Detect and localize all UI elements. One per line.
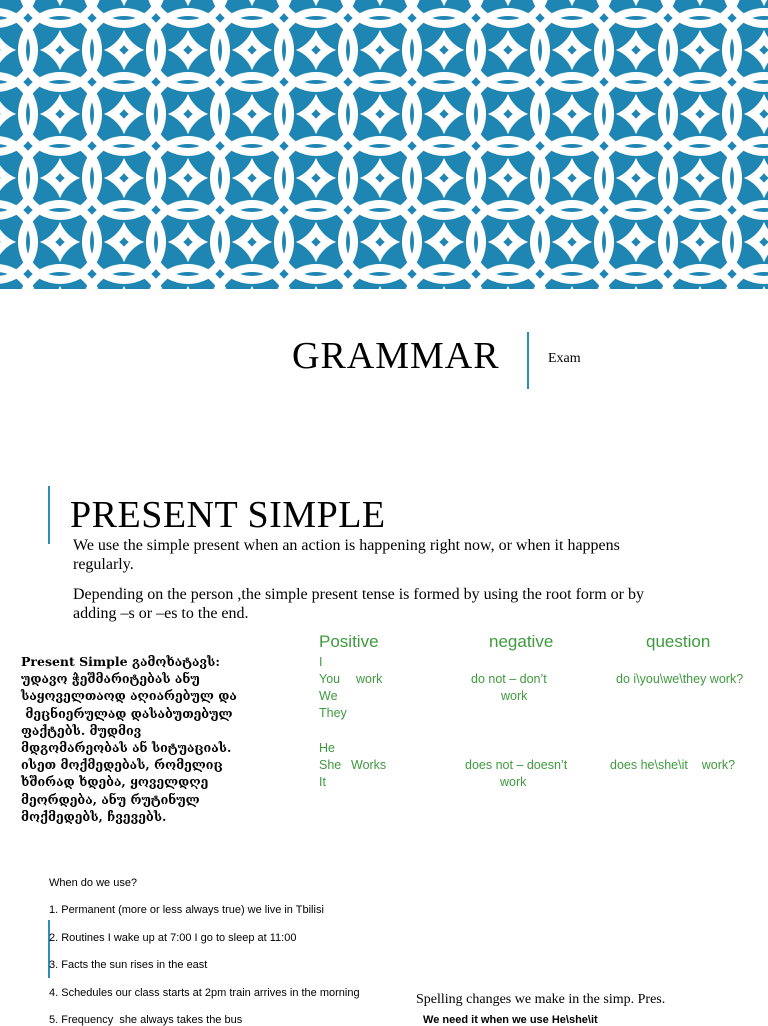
accent-line <box>48 486 50 544</box>
decorative-ring-pattern <box>0 0 768 289</box>
pronoun: You <box>319 672 341 686</box>
pronoun: I <box>319 655 323 669</box>
spelling-title: Spelling changes we make in the simp. Pres. <box>416 992 666 1007</box>
header-negative: negative <box>489 632 554 651</box>
pronoun: It <box>319 775 326 789</box>
negative-form: does not – doesn’t <box>465 758 568 772</box>
pronoun: She <box>319 758 342 772</box>
georgian-line: მდგომარეობას ან სიტუაციას. <box>21 740 232 756</box>
negative-verb: work <box>500 775 527 789</box>
georgian-line: ფაქტებს. მუდმივ <box>21 722 142 738</box>
title-slide <box>0 289 768 467</box>
georgian-line: ხშირად ხდება, ყოველდღე <box>21 774 209 790</box>
pronoun: He <box>319 741 335 755</box>
verb-base: work <box>356 672 383 686</box>
slide-title: GRAMMAR <box>292 335 500 377</box>
title-divider <box>527 332 529 389</box>
question-form: do i\you\we\they work? <box>616 672 744 686</box>
formation-paragraph: Depending on the person ,the simple present tense is formed by using the root form or by adding –s or –es to the end. <box>73 586 644 622</box>
section-title: PRESENT SIMPLE <box>70 494 386 536</box>
georgian-line: მოქმედებს, ჩვევებს. <box>21 808 167 824</box>
georgian-line: ისეთ მოქმედებას, რომელიც <box>21 757 223 773</box>
georgian-line: საყოველთაოდ აღიარებულ და <box>21 688 237 704</box>
intro-paragraph: We use the simple present when an action is happening right now, or when it happens regularly. <box>73 537 620 573</box>
negative-form: do not – don’t <box>471 672 547 686</box>
header-question: question <box>646 632 711 651</box>
header-positive: Positive <box>319 632 379 651</box>
question-form: does he\she\it work? <box>610 758 736 772</box>
pronoun: They <box>319 706 347 720</box>
list-item: 1. Permanent (more or less always true) we live in Tbilisi <box>49 904 324 916</box>
georgian-line: Present Simple გამოხატავს: <box>21 654 220 669</box>
georgian-line: მეცნიერულად დასაბუთებულ <box>21 705 233 721</box>
georgian-line: უდავო ჭეშმარიტებას ანუ <box>21 671 200 687</box>
verb-s-form: Works <box>351 758 387 772</box>
list-item: 3. Facts the sun rises in the east <box>49 959 208 971</box>
list-title: When do we use? <box>49 877 138 889</box>
list-item: 5. Frequency she always takes the bus <box>49 1014 243 1026</box>
georgian-line: მეორდება, ანუ რუტინულ <box>21 791 200 807</box>
spelling-subtitle: We need it when we use He\she\it <box>420 1014 598 1026</box>
pronoun: We <box>319 689 338 703</box>
slide-subtitle: Exam <box>548 351 581 366</box>
negative-verb: work <box>501 689 528 703</box>
georgian-explanation <box>21 653 281 825</box>
list-item: 4. Schedules our class starts at 2pm train arrives in the morning <box>49 987 360 999</box>
list-item: 2. Routines I wake up at 7:00 I go to sleep at 11:00 <box>49 932 297 944</box>
